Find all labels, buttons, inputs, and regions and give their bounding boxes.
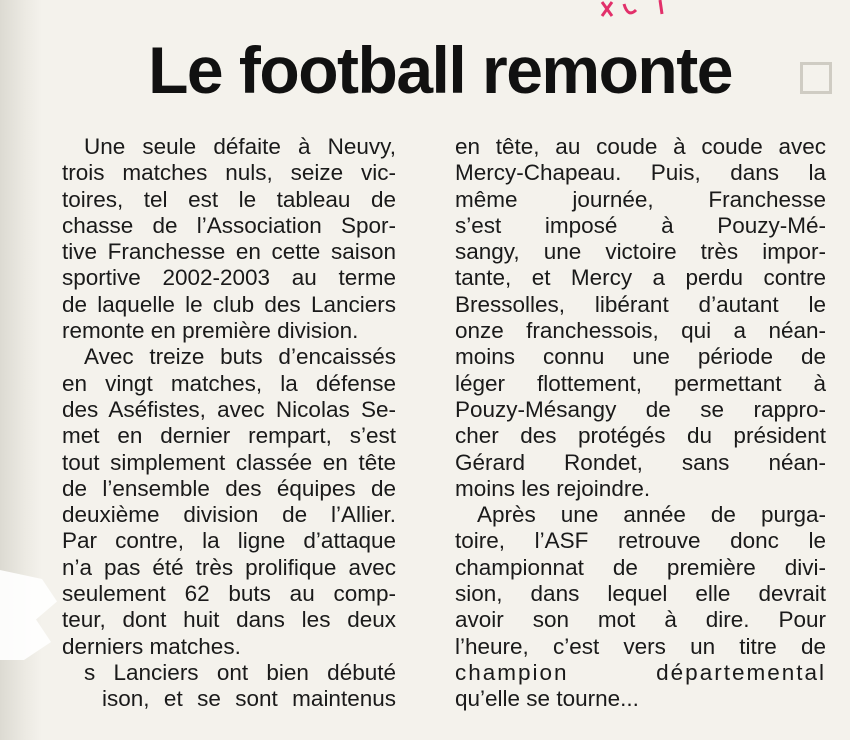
text-line: des Aséfistes, avec Nicolas Se- (62, 396, 396, 422)
text-line: en vingt matches, la défense (62, 370, 396, 396)
text-line: tout simplement classée en tête (62, 449, 396, 475)
text-line: sangy, une victoire très impor- (455, 239, 826, 265)
text-line: n’a pas été très prolifique avec (62, 554, 396, 580)
text-line: s Lanciers ont bien débuté (84, 659, 396, 685)
text-line: Mercy-Chapeau. Puis, dans la (455, 160, 826, 186)
text-line: de laquelle le club des Lanciers (62, 291, 396, 317)
text-line: s’est imposé à Pouzy-Mé- (455, 212, 826, 238)
text-line: onze franchessois, qui a néan- (455, 318, 826, 344)
text-line: Une seule défaite à Neuvy, (84, 134, 396, 159)
text-line: Après une année de purga- (477, 502, 826, 528)
text-line: Par contre, la ligne d’attaque (62, 528, 396, 554)
left-column (62, 134, 396, 713)
text-line: tante, et Mercy a perdu contre (455, 265, 826, 291)
text-line: tive Franchesse en cette saison (62, 239, 396, 265)
text-line: Avec treize buts d’encaissés (84, 344, 396, 370)
text-line: moins connu une période de (455, 344, 826, 370)
text-line: de l’ensemble des équipes de (62, 475, 396, 501)
text-line: met en dernier rempart, s’est (62, 423, 396, 449)
handwritten-red-mark (598, 0, 688, 22)
text-line: chasse de l’Association Spor- (62, 212, 396, 238)
text-line: sion, dans lequel elle devrait (455, 581, 826, 607)
text-line: Gérard Rondet, sans néan- (455, 449, 826, 475)
text-line: championnat de première divi- (455, 554, 826, 580)
text-line: remonte en première division. (62, 318, 359, 344)
text-line: l’heure, c’est vers un titre de (455, 633, 826, 659)
text-line: avoir son mot à dire. Pour (455, 607, 826, 633)
text-line: Bressolles, libérant d’autant le (455, 291, 826, 317)
right-column (455, 134, 826, 713)
text-line: toire, l’ASF retrouve donc le (455, 528, 826, 554)
text-line: teur, dont huit dans les deux (62, 607, 396, 633)
text-line: seulement 62 buts au comp- (62, 581, 396, 607)
text-line: trois matches nuls, seize vic- (62, 160, 396, 186)
text-line: Pouzy-Mésangy de se rappro- (455, 396, 826, 422)
text-line: en tête, au coude à coude avec (455, 134, 826, 159)
text-line: même journée, Franchesse (455, 186, 826, 212)
text-line: derniers matches. (62, 633, 241, 659)
text-line: deuxième division de l’Allier. (62, 502, 396, 528)
text-line: moins les rejoindre. (455, 475, 651, 501)
text-line: qu’elle se tourne... (455, 686, 639, 712)
text-line: léger flottement, permettant à (455, 370, 826, 396)
text-line: cher des protégés du président (455, 423, 826, 449)
text-line: toires, tel est le tableau de (62, 186, 396, 212)
text-line: sportive 2002-2003 au terme (62, 265, 396, 291)
text-line: ison, et se sont maintenus (102, 686, 396, 712)
article-headline: Le football remonte (148, 33, 732, 107)
text-line: champion départemental (455, 659, 826, 685)
